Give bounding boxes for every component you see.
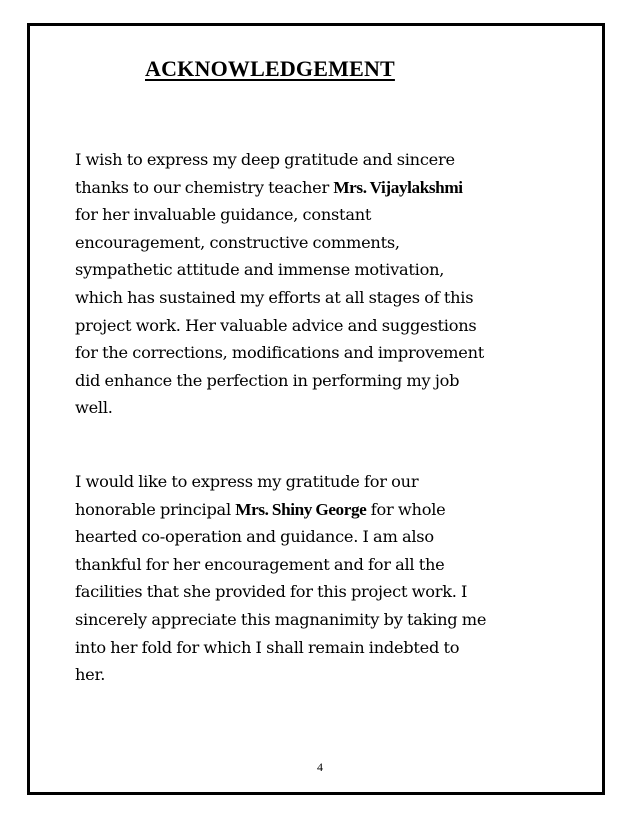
page-title: ACKNOWLEDGEMENT bbox=[145, 56, 395, 81]
text-line: hearted co-operation and guidance. I am also bbox=[75, 527, 434, 547]
text-line bbox=[75, 496, 580, 524]
text-line: which has sustained my efforts at all stages of this bbox=[75, 287, 474, 307]
text-line: her. bbox=[75, 665, 106, 685]
text-line: sympathetic attitude and immense motivation, bbox=[75, 260, 445, 280]
text-line: thankful for her encouragement and for all the bbox=[75, 554, 445, 574]
text-segment: honorable principal bbox=[75, 499, 236, 519]
page-number: 4 bbox=[317, 760, 323, 774]
text-line: sincerely appreciate this magnanimity by taking me bbox=[75, 609, 487, 629]
text-line: did enhance the perfection in performing my job bbox=[75, 370, 460, 390]
text-line: for the corrections, modifications and improvement bbox=[75, 343, 485, 363]
principal-name: Mrs. Shiny George bbox=[235, 499, 367, 519]
text-line: project work. Her valuable advice and suggestions bbox=[75, 315, 477, 335]
text-line: encouragement, constructive comments, bbox=[75, 232, 400, 252]
text-line: into her fold for which I shall remain indebted to bbox=[75, 637, 460, 657]
text-segment: for whole bbox=[366, 499, 446, 519]
text-segment: thanks to our chemistry teacher bbox=[75, 177, 334, 197]
text-line: for her invaluable guidance, constant bbox=[75, 205, 372, 225]
text-line: well. bbox=[75, 398, 113, 418]
text-line bbox=[75, 174, 580, 202]
text-line: facilities that she provided for this project work. I bbox=[75, 582, 468, 602]
acknowledgement-paragraph-1 bbox=[75, 146, 580, 422]
acknowledgement-paragraph-2 bbox=[75, 468, 580, 689]
text-line: I would like to express my gratitude for our bbox=[75, 472, 419, 491]
teacher-name: Mrs. Vijaylakshmi bbox=[333, 177, 463, 197]
text-line: I wish to express my deep gratitude and sincere bbox=[75, 150, 455, 169]
